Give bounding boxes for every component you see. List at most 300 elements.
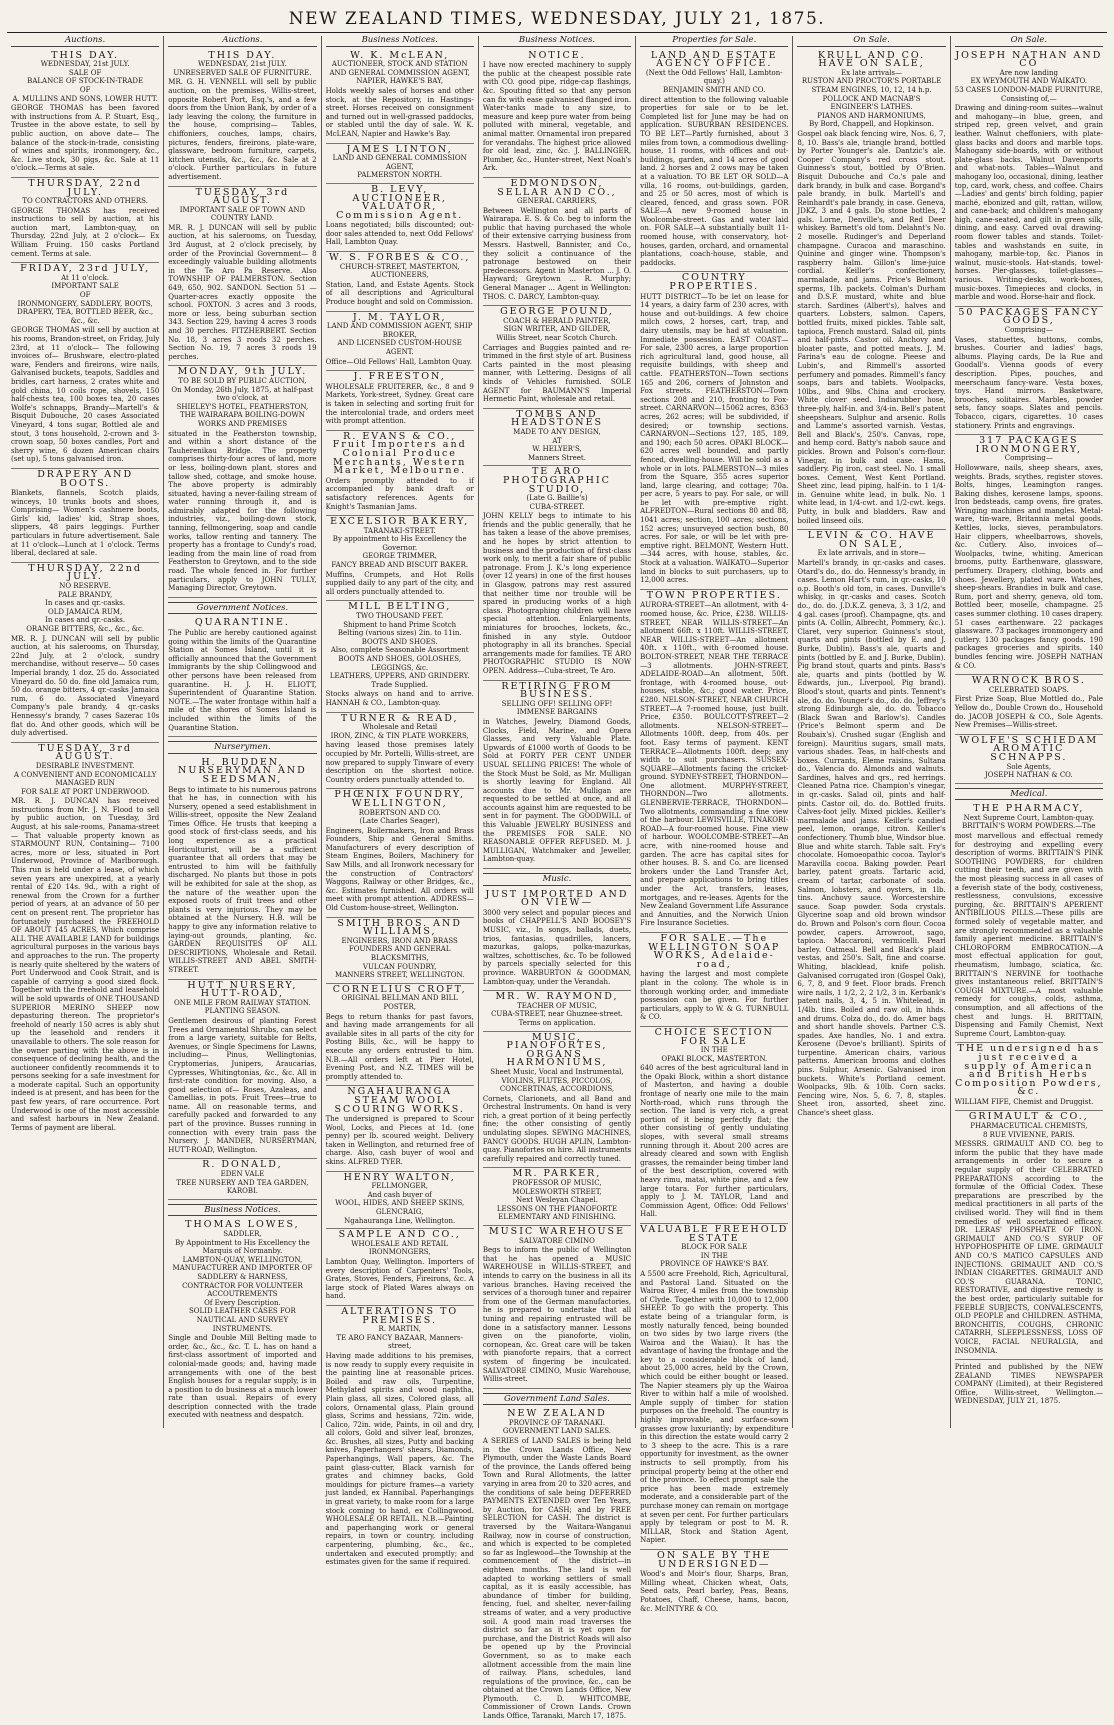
advertisement [955, 803, 1103, 1043]
ad-line: Comprising— [1004, 454, 1053, 463]
advertisement [483, 1408, 631, 1724]
advertisement [955, 1043, 1103, 1111]
advertisement [11, 263, 159, 469]
ad-line: PIANOS AND HARMONIUMS, [817, 111, 926, 120]
ad-heading: MONDAY, 9th JULY. [177, 366, 308, 378]
ad-line: A. MULLINS AND SONS, LOWER HUTT. [12, 94, 158, 103]
ad-line: In cases and qr.-casks. [45, 599, 126, 608]
ad-line: At 11 o'clock. [61, 273, 110, 282]
ad-line: GOVERNMENT LAND SALES. [502, 1427, 612, 1436]
advertisement [483, 889, 631, 992]
ad-line: SALVATORE CIMINO [519, 1236, 595, 1245]
ad-heading: RETIRING FROM BUSINESS. [501, 680, 613, 701]
ad-line: Ex late arrivals— [841, 68, 903, 77]
advertisement [483, 1168, 631, 1226]
ad-body: GEORGE THOMAS has received instructions to sell by auction, at his auction mart, Lambton-quay, on Thursday, 22nd July, at 2 o'clock— Ex William Fruing. 150 casks Portland cement. Terms at sale. [11, 206, 160, 258]
ad-heading: H. BUDDEN, NURSERYMAN AND SEEDSMAN, [178, 756, 307, 785]
advertisement [168, 980, 316, 1160]
ad-heading: TUESDAY, 3rd AUGUST. [38, 742, 132, 763]
ad-body: Begs to return thanks for past favors, and having made arrangements for all available sites in all parts of the city for Posting Bills, &c., will be happy to execute any orders entrusted to him. N.B.—All orders left at Pier Hotel, Evening Post, and N.Z. TIMES will be promptly attended to. [325, 1012, 474, 1081]
ad-line: OF [79, 85, 91, 94]
ad-heading: EDMONDSON, SELLAR AND CO., [497, 177, 617, 198]
ad-line: FOR SALE AT PORT UNDERWOOD. [21, 787, 150, 796]
ad-heading: NOTICE. [528, 49, 586, 61]
ad-body: WILLIAM FIFE, Chemist and Druggist. [954, 1097, 1094, 1106]
ad-line: CELEBRATED SOAPS. [988, 685, 1069, 694]
section-heading: Business Notices. [168, 1204, 316, 1217]
ad-body: MR. R. J. DUNCAN will sell by public auction, at his salerooms, on Thursday, 22nd July, at 2 o'clock, sundry merchandise, without reserve— 50 cases Imperial brandy, 1 doz. 25 do. Associated Vineyard do. 50 do. fine old Jamaica rum, 50 do. orange bitters, 4 qr.-casks Jamaica rum, 6 do. Associated Vineyard Company's pale brandy, 4 qr.-casks Hennessy's brandy, 7 cases Sazerac 10s flat do. And other goods, which will be duly advertised. [11, 634, 160, 738]
ad-heading: MUSIC WAREHOUSE [488, 1226, 625, 1237]
ad-line: STEAM ENGINES, 10, 12, 14 h.p. [811, 85, 932, 94]
ad-heading: LEVIN & CO. HAVE ON SALE, [807, 530, 936, 550]
ad-line: CHURCH-STREET, MASTERTON, [339, 262, 460, 271]
ad-heading: THIS DAY. [51, 49, 120, 61]
ad-heading: ALTERATIONS TO PREMISES. [341, 1305, 459, 1326]
ad-heading: W. K. McLEAN, [350, 49, 450, 61]
advertisement [168, 187, 316, 367]
ad-line: EDEN VALE [220, 1170, 265, 1179]
ad-body: GEORGE THOMAS has been favored with instructions from A. P. Stuart, Esq., Trustee in the above estate, to sell by public auction, on above date— The balance of the stock-in-trade, consisting of wines and spirits, ironmongery, &c., &c. Live stock, 30 pigs, &c. Sale at 11 o'clock.—Terms at sale. [11, 104, 160, 173]
ad-body: MESSRS. GRIMAULT AND CO. beg to inform the public that they have made arrangements in order to secure a regular supply of their CELEBRATED PREPARATIONS according to the formulæ of the Official Codex. These preparations are prescribed by the medical practitioners in all parts of the civilised world. They will find in them remedies of well ascertained efficacy. DR. LERAS' PHOSPHATE OF IRON. GRIMAULT AND CO.'S SYRUP OF HYPOPHOSPHITE OF LIME. GRIMAULT AND CO.'S MATICO CAPSULES AND INJECTIONS. GRIMAULT AND CO.'S INDIAN CIGARETTES. GRIMAULT AND CO.'S GUARANA. TONIC, RESTORATIVE, and digestive remedy is the best order, particularly suitable for FEEBLE SUBJECTS, CONVALESCENTS, OLD PEOPLE and CHILDREN. ASTHMA, BRONCHITIS, COUGHS, CHRONIC CATARRH, SLEEPLESSNESS, LOSS OF VOICE, FACIAL NEURALGIA, and INSOMNIA. [954, 1140, 1103, 1355]
ad-body: Wood's and Moir's flour, Sharps, Bran, Milling wheat, Chicken wheat, Oats, Seed oats, Pearl barley, Peas, Beans, Potatoes, Chaff, Cheese, hams, bacon, &c. McINTYRE & CO. [640, 1570, 789, 1613]
ad-heading: R. DONALD, [202, 1159, 283, 1171]
ad-heading: KRULL AND CO. HAVE ON SALE, [817, 49, 926, 70]
ad-line: Wholesale and Retail [362, 723, 438, 732]
ad-line: BOOTS AND SHOES. [361, 637, 438, 646]
ad-body: HUTT DISTRICT—To be let on lease for 14 years, a dairy farm of 230 acres, with house and out-buildings. A few choice milch cows, 2 horses, cart, trap, and dairy utensils, may be had at valuation. Immediate possession. EAST COAST—For sale, 2300 acres, a large proportion rich agricultural land, good house, all requisite buildings, with sheep and cattle. FEATHERSTON—Town sections 165 and 206, corners of Johnston and Fox streets. FEATHERSTON—Town sections 208 and 210, fronting to Fox-street. CARNARVON—15062 acres, 8363 acres, 262 acres; will be subdivided, if desired; or township sections. CARNARVON—Sections 127, 185, 189, and 190; each 50 acres. OPAKI BLOCK—620 acres well bounded, and partly fenced, dwelling-house. Will be sold as a whole or in lots. PALMERSTON—3 miles from the Square, 355 acres superior land, large clearing, and cottage; 70a. per acre, 5 years to pay. For sale, or will be let with pre-emptive right. ALFREDTON—Rural sections 80 and 88, 1041 acres; section, 100 acres; sections, 152 acres; unsurveyed section bush, 80 acres. For sale, or will be let with pre-emptive right. BELMONT, Western Hutt.—344 acres, with house, stables, &c. Stock at a valuation. WAIKATO—Superior land in blocks to suit purchasers, up to 12,000 acres. [640, 292, 789, 585]
ad-heading: CHOICE SECTION FOR SALE [654, 1026, 774, 1047]
advertisement [955, 1360, 1103, 1410]
ad-body: Stocks always on hand and to arrive. HANNAH & CO., Lambton-quay. [325, 690, 474, 707]
ad-line: IRON, ZINC, & TIN PLATE WORKERS, [330, 731, 469, 740]
section-heading: Auctions. [11, 36, 159, 47]
advertisement [640, 50, 788, 273]
ad-line: CUBA-STREET, near Ghuznee-street. [491, 1010, 623, 1019]
ad-line: VIOLINS, FLUTES, PICCOLOS, CONCERTINAS, ACCORDIONS, [499, 1076, 615, 1094]
ad-line: W. HELYER'S, [532, 445, 582, 454]
ad-line: Sheet Music, Vocal and Instrumental, [490, 1067, 624, 1076]
ad-line: ENGINEER'S LATHES. [830, 103, 913, 112]
ad-line: EX WEYMOUTH AND WAIKATO. [970, 77, 1088, 86]
ad-body: Begs to inform the public of Wellington that he has opened a MUSIC WAREHOUSE in WILLIS-STREET, and intends to carry on the business in all its various branches. Having received the services of a thorough tuner and repairer from one of the German manufactories, he is prepared to undertake that all tuning and repairing entrusted will be done in a satisfactory manner. Lessons given on the pianoforte, violin, cornopean, &c. Great care will be taken with pianoforte repairs, that a correct system of fingering be inculcated. SALVATORE CIMINO, Music Warehouse, Willis-street. [482, 1246, 632, 1384]
ad-heading: J. FREESTON, [353, 371, 446, 383]
advertisement [955, 50, 1103, 307]
advertisement [326, 516, 474, 601]
section-heading: On Sale. [797, 36, 945, 47]
ad-line: Also, complete Seasonable Assortment [330, 646, 469, 655]
section-heading: Business Notices. [483, 36, 631, 47]
ad-line: Sole Agents, [1006, 762, 1052, 771]
ad-heading: 317 PACKAGES IRONMONGERY, [975, 435, 1082, 455]
ad-heading: WARNOCK BROS. [971, 675, 1086, 687]
ad-heading: TOWN PROPERTIES. [646, 589, 782, 601]
ad-line: PROVINCE OF HAWKE'S BAY. [660, 1260, 769, 1269]
ad-heading: HUTT NURSERY, HUTT-ROAD, [187, 979, 298, 1000]
advertisement [483, 178, 631, 306]
ad-line: Ex late arrivals, and in store— [817, 549, 926, 558]
ad-line: JOSEPH NATHAN & CO. [984, 771, 1073, 780]
ad-body: Lambton Quay, Wellington. Importers of every description of Carpenters' Tools, Grates, Stoves, Fenders, Fireirons, &c. A large stock of Plated Wares always on hand. [325, 1258, 474, 1301]
ad-heading: SAMPLE AND CO., [338, 1229, 461, 1241]
ad-line: MANUFACTURER AND IMPORTER OF SADDLERY & HARNESS, [172, 1264, 313, 1281]
advertisement [326, 601, 474, 712]
ad-line: MANNERS STREET, WELLINGTON. [335, 971, 465, 980]
section-heading: Medical. [955, 788, 1103, 801]
ad-line: TREE NURSERY AND TEA GARDEN, KAROBI. [176, 1178, 309, 1196]
section-heading: Business Notices. [326, 36, 474, 47]
ad-line: RUSTON AND PROCTOR'S PORTABLE [801, 77, 942, 86]
advertisement [955, 735, 1103, 784]
ad-line: BENJAMIN SMITH AND CO. [663, 85, 766, 94]
ad-body: Martell's brandy, in qr.-casks and cases. Otard's do., do. do. Hennessy's brandy, in cases. Lemon Hart's rum, in qr.-casks, 10 o.p. Booth's old tom, in cases. Dunville's whisky, in qr.-casks and cases. Scotch do., do. do. J.D.K.Z. geneva, 3, 3 1/2, and 4 gal. cases (proof). Champagne, qts. and pints (A. Collin, Albrecht, Pommery, &c.). Claret, very superior. Guinness's stout, quarts and pints (bottled by E. and J. Burke, Dublin). Bass's ale, quarts and pints (bottled by E. and J. Burke, Dublin). Pig brand stout, quarts and pints. Bass's ale, quarts and pints (bottled by W. Edwards, jun., Liverpool, Pig brand). Blood's stout, quarts and pints. Tennent's ale, do. do. Younger's do., do. do. Jeffrey's strong Edinburgh ale, do. do. Tobacco (Black Swan and Barlow's). Candles (Price's Belmont sperm and De Roubaix's). Crushed sugar (English and foreign). Mauritius sugars, small mats, various shades. Teas, in half-chests and boxes. Currants, Eleme raisins, Sultana do., Valencia do. Almonds and walnuts. Sardines, halves and qrs., red herrings. Cleaned Patna rice. Champion's vinegar, in qr.-casks. Salad oil, pints and half-pints. Castor oil, do. do. Bottled fruits. Calves-foot jelly. Mixed pickles. Keiller's marmalade and jams. Keiller's candied peel, lemon, orange, citron. Keiller's confectionery. Thumb blue, Windsor blue. Blue and white starch. Table salt. Fry's chocolate. Homoeopathic cocoa. Taylor's Maravilla cocoa. Baking powder. Pearl barley, patent groats. Tartaric acid, cream of tartar, carbonate of soda. Salmon, lobsters, and oysters, in 1lb. tins. Anchovy sauce. Worcestershire sauce. Soap powder. Soda crystals. Glycerine soap and old brown windsor do. Brown and Polson's corn flour. Cocoa powder, capers. Arrowroot, sago, tapioca. Maccaroni, vermicelli. Pearl barley. Oatmeal. Bell and Black's plaid vestas, and 250's. Salt, fine and coarse. Whiting, blacklead, knife polish. Galvanised corrugated iron (Gospel Oak), 6, 7, 8, and 9 feet. Floor brads. French wire nails, 1 1/2, 2, 2 1/2, 3 in. Kerbank's patent nails, 3, 4, 5 in. Whitelead, in 1/4lb. tins. Boiled and raw oil, in hhds. and drums. Colza do., do. do. Amer bags and short handle shovels. Partner C.S. spades. Axe handles, No. 1 and extra. Kerosene (Devoe's brilliant). Spirits of turpentine. American chairs, various patterns. American brooms and clothes pins. Sulphur, Arsenic. Galvanised iron buckets. White's Portland cement. Woolpacks, 9lb. & 10lb. Corn sacks. Fencing wire, Nos. 5, 6, 7, 8, staples. Sheet iron, assorted, sheet zinc. Chance's sheet glass. [797, 559, 946, 1118]
ad-line: Of Every Description. [204, 1298, 281, 1307]
advertisement [483, 1032, 631, 1169]
ad-line: POLLOCK AND MACNAB'S [822, 94, 921, 103]
ad-heading: JUST IMPORTED AND ON VIEW— [485, 888, 629, 909]
advertisement [797, 530, 945, 1121]
ad-body: situated in the Featherston township, and within a short distance of the Tauherenikau Bridge. The property comprises thirty-four acres of land, more or less, boiling-down plant, stores and tallow shed, cottage, and smoke house. The above property is admirably situated, having a never-failing stream of water running through it, and is admirably adapted for the following industries, viz., boiling-down stock, tanning, fellmongering, soap and candle works, tallow renting and tannery. The property has a frontage to Cundy's road, leading from the main line of road from Featherston to Greytown, and to the side road. The whole fenced in. For further particulars, apply to JOHN TULLY, Managing Director, Greytown. [168, 429, 317, 593]
ad-line: Are now landing [999, 68, 1058, 77]
advertisement [326, 312, 474, 372]
ad-heading: FOR SALE.—The WELLINGTON SOAP WORKS, Adelaide-road, [648, 932, 781, 970]
section-heading: On Sale. [955, 36, 1103, 47]
ad-body: Station, Land, and Estate Agents. Stock of all descriptions and Agricultural Produce bought and sold on Commission. [325, 280, 474, 307]
ad-body: Loans negotiated; bills discounted; out-door sales attended to, next Odd Fellows' Hall, Lambton Quay. [325, 221, 474, 247]
ad-line: SOLID LEATHER CASES FOR NAUTICAL AND SURVEY INSTRUMENTS. [189, 1307, 296, 1333]
ad-body: AURORA-STREET—An allotment, with 4-roomed house, &c. Price, £238. WILLIS-STREET, NEAR WILLIS-STREET—An allotment 66ft. x 110ft. WILLIS-STREET, NEAR WILLIS-STREET—An allotment 40ft. x 110ft., with 6-roomed house. BOLTON-STREET, NEAR THE TERRACE—3 allotments. JOHN-STREET, ADELAIDE-ROAD—An allotment, 50ft. frontage, with 4-roomed house, out-houses, stable, &c.; good water. Price, £280. NELSON-STREET, NEAR CHURCH STREET—A 7-roomed house, just built. Price, £350. BOULCOTT-STREET—2 allotments. NELSON-STREET—Allotments 100ft. deep, from 40s. per foot. Easy terms of payment. KENT TERRACE—Allotments 100ft. deep; any width to suit purchasers. SUSSEX-SQUARE—Allotments facing the cricket-ground. SYDNEY-STREET, THORNDON—One allotment. MURPHY-STREET, THORNDON—Two allotments. GLENBERVIE-TERRACE, THORNDON—Two allotments, commanding a fine view of the harbour. LEWISVILLE, TINAKORI-ROAD—A four-roomed house. Fine view of harbour. WOOLCOMBE-STREET—An acre, with nine-roomed house and garden. The acre has capital sites for other houses. B. S. and Co. are licensed brokers under the Land Transfer Act, and prepare applications to bring titles under the Act, transfers, leases, mortgages, and re-leases. Agents for the New Zealand Government Life Assurance and Annuities, and the Norwich Union Fire Insurance Societies. [640, 601, 789, 928]
advertisement [11, 563, 159, 743]
ad-body: Blankets, flannels, Scotch plaids, winceys, 10 trunks boots and shoes, Comprising— Women's cashmere boots, Girls' kid, ladies' kid, Strap shoes, slippers, 48 pairs leggings. Further particulars in future advertisement. Sale at 11 o'clock—Lunch at 1 o'clock. Terms liberal, declared at sale. [11, 489, 160, 558]
ad-line: PROFESSOR OF MUSIC, [512, 1179, 602, 1188]
advertisement [797, 50, 945, 531]
ad-body: Drawing and dining-room suites—walnut and mahogany—in blue, green, and striped rep, green velvet, and grain leather. Walnut cheffoniers, with plate-glass backs and doors and marble tops. Mahogany side-boards, with or without plate-glass backs. Walnut Davenports and what-nots. Tables—Walnut and mahogany loo, occasional, dining, leather top, card, work, chess, and coffee. Chairs—Ladies' and gents' birch folding, papier maché, ebonized and gilt, rattan, willow, and cane-back; and children's mahogany high, cane-seated, and gilt in green silk, dining, and easy. Carved oval drawing-room flower tables and stands. Toilet-tables and washstands en suite, in mahogany, marble-top, &c. Pianos in walnut, music-stools. Hat-stands, towel-horses. Pier-glasses, toilet-glasses—various. Writing-desks, work-boxes, music-boxes. Timepieces and clocks, in marble and wood. Horse-hair and flock. [954, 104, 1103, 302]
advertisement [11, 178, 159, 263]
advertisement [483, 409, 631, 467]
newspaper-page [7, 7, 1107, 1721]
advertisement [955, 675, 1103, 735]
ad-body: most marvellous and effectual remedy for destroying and expelling every description of worms. BRITTAIN'S PINK SOOTHING POWDERS, for children cutting their teeth, and are given with the most pleasing success in all cases of a feverish state of the body, costiveness, restlessness, convulsions, excessive purging, &c. BRITTAIN'S APERIENT ANTIBILIOUS PILLS.—These pills are formed solely of vegetable matter, and are strongly recommended as a valuable family aperient medicine. BRITTAIN'S CHLOROFORM EMBROCATION.—A most effectual application for gout, rheumatism, lumbago, sciatica, &c. BRITTAIN'S NERVINE for toothache gives instantaneous relief. BRITTAIN'S COUGH MIXTURE.—A most valuable remedy for coughs, colds, asthma, consumption, and all affections of the chest and lungs. H. BRITTAIN, Dispensing and Family Chemist, Next Supreme Court, Lambton-quay. [954, 832, 1103, 1038]
ad-heading: NEW ZEALAND [507, 1408, 607, 1420]
ad-body: GEORGE THOMAS will sell by auction at his rooms, Brandon-street, on Friday, July 23rd, at 11 o'clock— The following invoices of— Brushware, electro-plated ware, Fenders and fireirons, wire nails, Galvanised buckets, teapots, Saddles and bridles, cart harness, 2 crates white and gold china, 10 coils rope, shovels, 150 half-chests tea, 100 boxes tea, 20 cases Wolfe's schnapps, Brandy—Martell's & Bisquit Dubouche, 20 cases Associated Vineyard, 4 tons sugar, Bottled ale and stout, 3 tons household, 2-crown and 3-crown soap, 50 boxes candles, Port and sherry wine, 6 dozen American chairs (set up), 5 tons galvanised iron. [11, 326, 160, 464]
advertisement [168, 617, 316, 737]
ad-body: Orders promptly attended to if accompanied by bank draft or satisfactory references. Agents for Knight's Tasmanian Jams. [325, 476, 474, 511]
ad-heading: 50 PACKAGES FANCY GOODS, [958, 306, 1100, 327]
ad-heading: CORNELIUS CROFT, [332, 983, 467, 995]
ad-line: WOOL, HIDES, AND SHEEP SKINS, [335, 1199, 465, 1208]
ad-line: Belting (various sizes) 2in. to 11in. [337, 629, 462, 638]
ad-heading: B. LEVY, AUCTIONEER, VALUATOR, Commission Agent. [336, 183, 464, 221]
column [479, 35, 636, 1721]
advertisement [326, 184, 474, 252]
ad-line: OLD JAMAICA RUM, [48, 607, 123, 616]
ad-body: The undersigned is prepared to Scour Wool, Locks, and Pieces at 1d. (one penny) per lb. scoured weight. Delivery taken in Wellington, and returned free of charge. Also, cash buyer of wool and skins. ALFRED TYER. [325, 1115, 474, 1167]
columns-container [7, 35, 1107, 1721]
ad-line: TEACHER OF MUSIC, [517, 1001, 597, 1010]
advertisement [326, 1306, 474, 1571]
ad-heading: MR. W. RAYMOND, [495, 991, 619, 1003]
advertisement [640, 272, 788, 589]
section-heading: Music. [483, 873, 631, 886]
ad-heading: THE PHARMACY, [973, 803, 1085, 815]
ad-heading: JOSEPH NATHAN AND CO [955, 49, 1103, 70]
ad-line: TO CONTRACTORS AND OTHERS. [22, 197, 148, 206]
ad-line: LAMBTON-QUAY, WELLINGTON, [182, 1255, 303, 1264]
column [793, 36, 950, 1428]
ad-body: A SERIES of LAND SALES is being held in the Crown Lands Office, New Plymouth, under the Waste Lands Board of the province, the Lands offered being Town and Rural Allotments, the latter varying in area from 20 to 320 acres, and the conditions of sale being DEFERRED PAYMENTS EXTENDED over Ten Years, by Auction, for CASH; and by FREE SELECTION for CASH. The district is traversed by the Waitara-Wanganui Railway, now in course of construction, and which is expected to be completed so far as Inglewood—the Township at the commencement of the district—in eighteen months. The land is well adapted to working settlers of small capital, as it is easily accessible, has abundance of timber for building, fencing, fuel, and shelter, never-failing streams of water, and a very productive soil. A good main road traverses the district so far as it is yet open for purchase, and the District Roads will also be opened up by the Provincial Government, so as to make each allotment accessible from the main line of railway. Plans, schedules, land regulations of the province, &c., can be obtained at the Crown Lands Office, New Plymouth. C. D. WHITCOMBE, Commissioner of Crown Lands. Crown Lands Office, Taranaki, March 17, 1875. [482, 1437, 632, 1721]
ad-line: Consisting of,— [1001, 94, 1057, 103]
ad-line: GENERAL CARRIERS, [516, 197, 597, 206]
ad-line: DESIRABLE INVESTMENT. [35, 761, 135, 770]
ad-heading: J. M. TAYLOR, [352, 311, 447, 323]
ad-heading: ON SALE BY THE UNDERSIGNED— [657, 1549, 772, 1570]
ad-line: NAPIER, HAWKE'S BAY, [356, 77, 444, 86]
ad-heading: FRIDAY, 23rd JULY, [20, 263, 151, 275]
section-heading: Government Land Sales. [483, 1393, 631, 1406]
ad-line: Manners Street. [528, 453, 586, 462]
advertisement [640, 1027, 788, 1224]
ad-line: OPAKI BLOCK, MASTERTON. [661, 1054, 768, 1063]
ad-line: LAND AND COMMISSION AGENT, SHIP BROKER, [326, 322, 473, 339]
ad-body: Vases, statuettes, buttons, combs, brushes. Courier and ladies' bags, albums. Playing cards, De la Rue and Goodall's. Vienna goods of every description. Pipes, pouches, and meerschaum fancy-ware. Vesta boxes, toys. Hand mirrors. Basketware, brooches, solitaires. Marbles, powder sets, fancy soaps. Slates and pencils. Tobacco, cigars, cigarettes. 10 cases stationery. Prints and engravings. [954, 335, 1103, 430]
ad-line: VULCAN FOUNDRY, [362, 962, 437, 971]
section-heading: Nurserymen. [168, 741, 316, 754]
ad-line: PHARMACEUTICAL CHEMISTS, [970, 1122, 1088, 1131]
ad-line: OF [79, 291, 91, 300]
ad-body: MR. G. H. VENNELL will sell by public auction, on the premises, Willis-street, opposite Robert Port, Esq.'s, and a few doors from the Union Bank, by order of a lady leaving the colony, the furniture in the house, comprising— Tables, chiffoniers, couches, lamps, chairs, pictures, fenders, fireirons, plate-ware, glassware, bedroom furniture, carpets, kitchen utensils, &c., &c., &c. Sale at 2 o'clock. Further particulars in future advertisement. [168, 78, 317, 181]
ad-line: IN THE [700, 1046, 728, 1055]
ad-body: direct attention to the following valuable properties for sale or to be let. Completed list for June may be had on application. SUBURBAN RESIDENCES. TO BE LET—Partly furnished, about 3 miles from town, a commodious dwelling-house, 11 rooms, with offices and out-buildings, garden, and 14 acres of good land. 2 horses and 2 cows may be taken at a valuation. TO BE LET OR SOLD—A villa, 16 rooms, out-buildings, garden, and 25 or 50 acres, most of which is cleared, fenced, and grass sown. FOR SALE—A new 9-roomed house in Woolcombe-street. Gas and water laid on. FOR SALE—A substantially built 11-roomed house, with conservatory, hot-houses, garden, orchard, and ornamental plantations, coach-house, stable, and paddocks. [640, 95, 789, 267]
ad-line: AT [552, 436, 562, 445]
ad-body: MR. R. J. DUNCAN will sell by public auction, at his salerooms, on Tuesday, 3rd August, at 2 o'clock precisely, by order of the Provincial Government— 8 exceedingly valuable building allotments in the Te Aro Pa Reserve. Also TOWNSHIP OF PALMERSTON. Section 649, 650, 902. SANDON. Section 51 — Quarter-acres exactly opposite the school. FOXTON. 3 acres and 3 roods, more or less, being suburban section 343. Section 229, having 4 acres 3 roods and 30 perches. FITZHERBERT. Section No. 18, 3 acres 3 roods 32 perches. Section No. 19, 7 acres 3 roods 19 perches. [168, 223, 317, 361]
advertisement [326, 1086, 474, 1171]
ad-line: LESSONS ON THE PIANOFORTE [496, 1204, 618, 1213]
masthead: NEW ZEALAND TIMES, WEDNESDAY, JULY 21, 1875. [7, 7, 1107, 33]
ad-body: Carriages and Buggies painted and re-trimmed in the first style of art. Business Carts painted in the most pleasing manner, with Lettering. Designs of all kinds of Vehicles furnished. SOLE AGENT for BAUMANN'S Imperial Hermetic Paint, wholesale and retail. [482, 343, 632, 404]
ad-body: A 5500 acre Freehold, Rich, Agricultural, and Pastoral Land. Situated on the Wairoa River, 4 miles from the township of Clyde. Together with 10,000 to 12,000 SHEEP. To go with the property. This estate being of a triangular form, is mostly naturally fenced, being bounded on two sides by two large rivers (the Wairoa and the Waiau). It has the advantage of having the frontage and the key to a considerable block of land, about 25,000 acres, held by the Crown, which could be either bought or leased. The Napier steamers ply up the Wairoa River to within half a mile of woolshed. Ample supply of timber for station purposes on the freehold. The country is highly improvable, and surface-sown grasses grow luxuriantly; by expenditure in this direction the estate would carry 2 to 3 sheep to the acre. This is a rare opportunity for investment, as the owner instructs to sell promptly, from his principal property being at the other end of the province. To effect prompt sale the price has been made extremely moderate, and a considerable part of the purchase money can remain on mortgage at seven per cent. For further particulars apply by telegram or post to M. R. MILLAR, Stock and Station Agent, Napier. [640, 1269, 789, 1545]
ad-line: WEDNESDAY, 21st JULY. [40, 60, 130, 69]
section-heading: Government Notices. [168, 602, 316, 615]
ad-line: GLENCRAIG, [375, 1208, 424, 1217]
ad-line: 53 CASES LONDON-MADE FURNITURE, [954, 85, 1103, 94]
advertisement [483, 466, 631, 680]
ad-body: The Public are hereby cautioned against going within the limits of the Quarantine Station at Somes Island, until it is officially announced that the Government Immigrants by the ship Collingwood and other persons have been released from quarantine. H. J. H. ELIOTT, Superintendent of Quarantine Station. NOTE.—The water frontage within half a mile of the shores of Somes Island is included within the limits of the Quarantine Station. [168, 629, 317, 732]
ad-line: SALE OF [68, 68, 102, 77]
ad-line: Shipment to hand Prime Scotch [343, 620, 457, 629]
ad-line: (Late Charles Seager), [359, 817, 440, 826]
advertisement [326, 1229, 474, 1306]
advertisement [326, 1172, 474, 1230]
ad-line: THE WAIRARAPA BOILING-DOWN WORKS AND PREMISES [179, 411, 305, 428]
ad-line: ORANGE BITTERS, &c., &c., &c. [26, 625, 145, 633]
advertisement [326, 431, 474, 516]
ad-line: Willis Street, near Scotch Church. [496, 334, 618, 342]
ad-line: GEORGE TRIMMER, [362, 552, 437, 561]
advertisement [483, 681, 631, 869]
ad-body: Gentlemen desirous of planting Forest Trees and Ornamental Shrubs, can select from a large variety, suitable for Belts, Avenues, or Single Specimens for Lawns, including— Pinus, Wellingtonias, Cryptomerias, Junipers, Araucarias, Cypresses, Whitingtonias, &c., &c. All in first-rate condition for moving. Also, a good selection of— Roses, Azaleas, and Camellias, in pots. Fruit Trees—true to name. All on reasonable terms, and carefully packed and forwarded to any part of the province. Busses running in connection with every train pass the Nursery. J. MANDER, NURSERYMAN, HUTT-ROAD, Wellington. [168, 1016, 317, 1154]
section-heading: Properties for Sale. [640, 36, 788, 47]
ad-heading: R. EVANS & CO., Fruit Importers and Colonial Produce Merchants, Western Market, Melbourne. [332, 430, 467, 477]
advertisement [483, 1226, 631, 1389]
advertisement [326, 713, 474, 790]
advertisement [326, 789, 474, 917]
advertisement [640, 590, 788, 933]
ad-line: IMPORTANT SALE OF TOWN AND COUNTRY LAND. [179, 205, 306, 223]
ad-line: 8 RUE VIVIENNE, PARIS. [982, 1130, 1075, 1139]
ad-heading: GRIMAULT & CO., [968, 1111, 1089, 1123]
advertisement [326, 371, 474, 431]
ad-line: BLOCK FOR SALE [681, 1243, 748, 1252]
ad-body: having leased those premises lately occupied by Mr. Portelli, Willis-street, are now prepared to supply Tinware of every description on the shortest notice. Country orders punctually attended to. [325, 741, 474, 784]
ad-line: ORIGINAL BELLMAN AND BILL POSTER, [341, 994, 458, 1011]
ad-heading: GEORGE POUND, [500, 306, 614, 318]
ad-heading: QUARANTINE. [194, 617, 290, 629]
ad-heading: THURSDAY, 22nd JULY. [28, 562, 143, 583]
ad-line: BALANCE OF STOCK-IN-TRADE [27, 77, 144, 86]
advertisement [483, 306, 631, 409]
ad-body: First Prize Soap, Blue Mottled do., Pale Yellow do., Double Crown do., Household do. JACOB JOSEPH & CO., Sole Agents. New Premises—Willis-street. [954, 695, 1103, 730]
advertisement [11, 469, 159, 563]
advertisement [955, 435, 1103, 675]
ad-line: By Bord, Chappell, and Hopkinson. [809, 120, 934, 129]
advertisement [326, 144, 474, 184]
ad-line: R. MARTIN, [378, 1325, 421, 1334]
column [7, 36, 164, 1428]
advertisement [483, 991, 631, 1031]
ad-line: A CONVENIENT AND ECONOMICALLY MANAGED RUN [13, 770, 157, 788]
ad-heading: TE ARO PHOTOGRAPHIC STUDIO, [503, 466, 611, 495]
ad-line: TWO THOUSAND FEET. [356, 612, 444, 621]
ad-heading: COUNTRY PROPERTIES. [669, 272, 760, 293]
ad-line: And cash buyer of [367, 1190, 432, 1199]
ad-body: Printed and published by the NEW ZEALAND TIMES NEWSPAPER COMPANY (Limited), at their Registered Office, Willis-street, Wellington.—WEDNESDAY, JULY 21, 1875. [954, 1363, 1103, 1406]
ad-line: SHIELEY'S HOTEL, FEATHERSTON, [176, 402, 309, 411]
advertisement [168, 50, 316, 187]
ad-line: AUCTIONEERS, [370, 271, 429, 280]
ad-heading: MILL BELTING, [348, 601, 452, 613]
ad-body: WHOLESALE FRUITERER, &c., 8 and 9 Markets, York-street, Sydney. Great care is taken in selecting and sorting fruit for the intercolonial trade, and orders meet with prompt attention. [325, 382, 474, 426]
ad-line: COACH & HERALD PAINTER, [503, 316, 611, 325]
ad-heading: JAMES LINTON, [346, 143, 453, 155]
ad-heading: TOMBS AND HEADSTONES [510, 408, 604, 429]
ad-heading: TURNER & READ, [340, 712, 459, 724]
ad-line: PLANTING SEASON. [204, 1007, 281, 1016]
ad-line: NO RESERVE. [59, 582, 112, 591]
ad-line: (Late G. Baillie's) [526, 494, 588, 503]
ad-line: Ngahauranga Line, Wellington. [344, 1216, 456, 1225]
advertisement [640, 1224, 788, 1550]
ad-line: BRITTAIN'S WORM POWDERS.—The [962, 822, 1096, 831]
ad-line: IN THE [700, 1251, 728, 1260]
ad-line: TE ARO FANCY BAZAAR, Manners-street, [336, 1333, 464, 1351]
advertisement [168, 757, 316, 980]
ad-line: TO BE SOLD BY PUBLIC AUCTION, [178, 376, 307, 385]
section-heading: Auctions. [168, 36, 316, 47]
ad-line: SELLING OFF! SELLING OFF! [501, 699, 613, 708]
advertisement [168, 1159, 316, 1199]
ad-line: PROVINCE OF TARANAKI. [508, 1418, 606, 1427]
ad-heading: W. S. FORBES & CO., [329, 252, 471, 264]
ad-body: Single and Double Mill Belting made to order, &c., &c., &c. T. L. has on hand a first-class assortment of imported and colonial-made goods; and, having made arrangements with one of the best English houses for a regular supply, is in a position to do business at a much lower rate than usual. Repairs of every description connected with the trade executed with neatness and despatch. [168, 1334, 317, 1420]
ad-body: Between Wellington and all parts of Wairarapa. E. S. & Co. beg to inform the public that having purchased the whole of their extensive carrying business from Messrs. Hastwell, Bannister, and Co., they solicit a continuance of the patronage bestowed on their predecessors. Agent in Masterton ... J. O. Hayward; Greytown ... R. Murphy; General Manager ... Agent in Wellington: THOS. C. DARCY, Lambton-quay. [482, 206, 632, 301]
advertisement [955, 307, 1103, 435]
ad-line: MOLESWORTH STREET, [512, 1187, 602, 1196]
ad-line: IMMENSE BARGAINS [516, 708, 598, 717]
ad-line: FANCY BREAD AND BISCUIT BAKER. [331, 561, 469, 570]
advertisement [326, 252, 474, 312]
ad-line: By Appointment to His Excellency the Marquis of Normanby. [175, 1238, 310, 1256]
advertisement [955, 1111, 1103, 1360]
ad-heading: HENRY WALTON, [343, 1171, 456, 1183]
ad-line: IRONMONGERY, SADDLERY, BOOTS, DRAPERY, TEA, BOTTLED BEER, &c., &c., &c. [17, 299, 154, 325]
column [322, 35, 479, 1567]
ad-line: Terms on application. [518, 1018, 596, 1027]
ad-heading: VALUABLE FREEHOLD ESTATE [640, 1223, 789, 1244]
advertisement [168, 1219, 316, 1424]
ad-heading: PHŒNIX FOUNDRY, WELLINGTON, [334, 789, 465, 809]
advertisement [11, 50, 159, 178]
ad-line: ELEMENTARY AND FINISHING. [498, 1213, 616, 1222]
advertisement [640, 1550, 788, 1617]
ad-heading: DRAPERY AND BOOTS. [37, 468, 134, 489]
ad-body: I have now erected machinery to supply the public at the cheapest possible rate with CO. good pipe, ridge-cap flashings, &c. Spouting fitted so that any person can fix with ease galvanised flanged iron. Water-tanks made to any size, to measure and keep pure water from being polluted with mineral, vegetable, and animal matter. Ornamental iron prepared for verandahs. The highest price allowed for old lead, zinc, &c. J. BALLINGER, Plumber, &c., Hunter-street, Next Noah's Ark. [482, 61, 632, 173]
ad-heading: MUSIC, PIANOFORTES, ORGANS, HARMONIUMS, [506, 1031, 608, 1069]
ad-line: (Next the Odd Fellows' Hall, Lambton-quay.) [645, 68, 783, 86]
ad-line: In cases and qr.-casks. [45, 616, 126, 625]
ad-body: Hollowware, nails, sheep shears, axes, weights. Brads, scythes, register stoves. Bolts, hinges, Leamington ranges. Baking dishes, kerosene lamps, spoons. Iron bedsteads, camp ovens, fire grates. Wringing machines and mangles. Metal-ware, tin-ware, Britannia metal goods. Kettles, locks, sieves, perambulators. Hair clippers, wheelbarrows, shovels, &c. Cutlery. Also, invoices of— Woolpacks, twine, whiting. American brooms, putty. Earthenware, glassware, perfumery. Drapery, clothing, boots and shoes. Jewellery, plated ware. Watches, sheep-shears. Brandies in bulk and case. Rum, port and sherry, geneva, old tom. Bottled beer, moselle, champagne. 25 cases summer clothing. 10 cases drapery. 51 cases earthenware. 22 packages glassware. 73 packages ironmongery and cutlery. 130 packages fancy goods. 190 packages groceries and spirits. 140 bundles fencing wire. JOSEPH NATHAN & CO. [954, 463, 1103, 670]
ad-body: MR. R. J. DUNCAN has received instructions from Mr. J. N. Flood to sell by public auction, on Tuesday, 3rd August, at his sale-rooms, Panama-street— That valuable property known as STARMOUNT RUN, Containing— 7100 acres, more or less, situated in Port Underwood, Province of Marlborough. This run is held under a lease, of which seven years are unexpired, at a yearly rental of £20 14s. 9d., with a right of renewal from the Crown for a further period of years, at an advance of 50 per cent on present rent. The proprietor has fortunately purchased the FREEHOLD OF ABOUT 145 ACRES, Which comprise ALL THE AVAILABLE LAND for buildings agricultural purposes in the various bays and approaches to the run. The property is nearly quite sheltered by the waters of Port Underwood and Cook Strait, and is capable of carrying a good sized flock. Together with the freehold and leasehold will be sold upwards of ONE THOUSAND SUPERIOR MERINO SHEEP now depasturing thereon. The proprietor's freehold of nearly 150 acres is ably shut up the leasehold and renders it unavailable to others. The sole reason for the owner parting with the above is in consequence of declining health, and the auctioneer confidently recommends it to persons seeking for a safe investment for a moderate capital. Such an opportunity indeed is at present, and has been for the past few years, of rare occurrence. Port Underwood is one of the most accessible and safest harbours in New Zealand. Terms of payment are liberal. [11, 797, 160, 1132]
ad-body: having the largest and most complete plant in the colony. The whole is in thorough working order, and immediate possession can be given. For further particulars, apply to W. & G. TURNBULL & CO. [640, 970, 789, 1022]
ad-line: CONTRACTOR FOR VOLUNTEER ACCOUTREMENTS [182, 1281, 303, 1299]
ad-body: Office—Old Fellows' Hall, Lambton Quay. [325, 357, 472, 366]
ad-line: ROBERTSON AND CO. [358, 808, 441, 817]
ad-body: Gospel oak black fencing wire, Nos. 6, 7, 8, 10. Bass's ale, triangle brand, bottled by Porter Younger's ale. Dantzic's ale. Cooper Company's red cross stout. Guinness's stout, bottled by O'Brien. Bisquit Dubouche and Co.'s pale and dark brandy, in bulk and case. Borgand's pale brandy, in bulk. Martell's and Reinhardt's pale brandy, in case. Geneva, JDKZ, 3 and 4 gals. Do stone bottles, 2 gals. Lorne, Denville's, and Red Deer whiskey. Barnett's old tom. Delahnt's No. 2 moselle. Rudinger's and Deperland champagne. Curacoa and maraschino. Quinine and ginger wine. Thompson's raspberry balm. Gillon's lime-juice cordial. Keiller's confectionery, marmalade, and jams. Price's Belmont sperms, 1lb. packets. Colman's Durham and D.S.F. mustard, white and blue starch. Sardines (Albert's), halves and quarters. Lobsters, salmon. Capers, bottled fruits, mixed pickles. Table salt, tapioca, French mustard. Salad oil, pints and half-pints. Castor oil. Anchovy and bloater paste, and potted meats. J. M. Farina's eau de cologne. Pieese and Lubin's, and Rimmell's assorted perfumery and pomades. Rimmell's fancy soaps, bars and tablets. Woolpacks, 10lbs., and 9lbs. China and crockery. White clover seed. Indiarubber hose, three-ply, half-in. and 3/4-in. Bell's patent sheepshears. Sulphur and arsenic. Rolls and Lamme's assorted varnish. Vestas, Bell and Black's, 250's. Canvas, rope, and hemp cord. Batty's nabob sauce and pickles. Brown and Polson's corn-flour. Vinegar, in bulk and case. Hams, saddlery. Pig iron, cast steel. No. 1 small boxes. Cement, West Kent Portland. Sheet zinc, lead piping, half-in. to 1 1/4-in. Genuine white lead, in bulk. No. 1 white lead, in 1/4-cwt. and 1/2-cwt. kegs. Putty, in bulk and bladders. Raw and boiled linseed oils. [797, 129, 946, 525]
ad-line: Next Wesleyan Chapel. [515, 1196, 598, 1205]
ad-body: Having made additions to his premises, is now ready to supply every requisite in the painting line at reasonable prices. Boiled and raw oils, Turpentine, Methylated spirits and wood naphtha, Plain glass, all sizes, Colored glass, all colors, Ornamental glass, Plain ground glass, Scrims and hessians, 72in. wide, Calico, 72in. wide, Paints, in oil and dry, all colors, Gold and silver leaf, bronzes, &c. Brushes, all sizes, Putty and backing knives, Paperhangers' shears, Diamonds, Paperhangings, Wall papers, &c. The paint glass-cutter, Black varnish for grates and chimney backs, Gold mouldings for picture frames—a variety just landed, ex Hannibal. Paperhangings in great variety, to make room for a large stock coming to hand, ex Collingwood. WHOLESALE OR RETAIL. N.B.—Painting and paperhanging work or general repairs, in town or country, including carpentering, plumbing, &c., &c., undertaken and executed promptly; and estimates given for the same if required. [325, 1351, 474, 1567]
ad-heading: TUESDAY, 3rd AUGUST. [195, 186, 290, 207]
ad-line: TARANAKI-STREET. [363, 526, 436, 535]
ad-heading: THE undersigned has just received a supply of American and British Herbs Composition Powders, &c. [955, 1043, 1103, 1098]
ad-line: On Monday, 26th July, 1875, at half-past two o'clock, at [171, 385, 314, 403]
ad-body: 3000 very select and popular pieces and books of CHAPPELL'S AND BOOSEY'S MUSIC, viz., In songs, ballads, duets, trios, fantasias, quadrilles, lancers, mazurkas, galops, polka-mazurkas, waltzes, schottisches, &c. To be followed by parcels specially selected for this province. WARBURTON & GOODMAN, Lambton-quay, under the Verandah. [482, 908, 632, 986]
advertisement [168, 366, 316, 597]
ad-line: Comprising— [1004, 326, 1053, 334]
ad-line: BOOTS AND SHOES, GOLOSHES, LEGGINGS, &c. [338, 655, 462, 672]
advertisement [326, 984, 474, 1087]
column [164, 36, 321, 1428]
ad-heading: THIS DAY. [208, 49, 277, 61]
ad-line: UNRESERVED SALE OF FURNITURE. [173, 68, 312, 77]
ad-body: Cornets, Clarionets, and all Band and Orchestral Instruments. On hand is very rich, a great portion of it being perfectly fine; the other consisting of gently undulating slopes. SEWING MACHINES, FANCY GOODS. HUGH APLIN, Lambton-quay. Pianofortes on hire. All instruments carefully repaired and correctly tuned. [482, 1094, 632, 1163]
ad-heading: THOMAS LOWES, [185, 1219, 300, 1231]
ad-body: JOHN KELLY begs to intimate to his friends and the public generally, that he has taken a lease of the above premises, and he hopes by strict attention to business and the production of first-class work only, to merit a fair share of public patronage. From J. K.'s long experience (over 12 years) in one of the first houses in Glasgow, patrons may rest assured that neither time nor trouble will be spared in producing works of a high class. Photographing children will have special attention. Enlargements, miniatures for brooches, lockets, &c., finished in any style. Outdoor photography in all its branches. Special arrangements made for families. TE ARO PHOTOGRAPHIC STUDIO IS NOW OPEN. Address—Cuba-street, Te Aro. [482, 512, 632, 675]
ad-line: ENGINEERS, IRON AND BRASS FOUNDERS AND GENERAL BLACKSMITHS, [341, 936, 458, 962]
ad-heading: THURSDAY, 22nd JULY. [28, 177, 143, 198]
ad-line: AND LICENSED CUSTOM-HOUSE AGENT. [337, 339, 462, 356]
column [636, 35, 793, 1613]
ad-line: CUBA-STREET. [529, 502, 585, 511]
ad-body: Begs to intimate to his numerous patrons that he has, in connection with his Nursery, opened a seed establishment in Willis-street, opposite the New Zealand Times Office. He trusts that keeping a good stock of first-class seeds, and his long experience as a practical Horticulturist, will be a sufficient guarantee that all orders that may be entrusted to him will be faithfully discharged. No plants but those in pots will be exhibited for sale at the shop, as the nature of the weather upon the exposed roots of fruit trees and other plants is very injurious. They may be obtained at the Nursery. H.B. will be happy to give any information relative to laying-out grounds, planting, &c. GARDEN REQUISITES OF ALL DESCRIPTIONS, Wholesale and Retail. WILLIS-STREET AND ABEL SMITH-STREET. [168, 785, 317, 974]
ad-line: LEATHERS, UPPERS, AND GRINDERY. Trade Supplied. [329, 672, 470, 689]
ad-heading: EXCELSIOR BAKERY, [330, 516, 470, 528]
ad-heading: NGAHAURANGA STEAM WOOL SCOURING WORKS. [334, 1086, 465, 1115]
ad-body: 640 acres of the best agricultural land in the Opaki Block, within a short distance of Masterton, and having a double frontage of nearly one mile to the main North-road, which runs through the section. The land is very rich, a great portion of it being perfectly flat; the other consisting of gently undulating slopes, with several small streams running through it. About 200 acres are already cleared and sown with English grasses, the remainder being timber land of the best description, covered with heavy rimu, matai, white pine, and a few large totara. For further particulars, apply to J. M. TAYLOR, Land and Commission Agent, Office: Odd Fellows' Hall. [640, 1064, 789, 1219]
ad-line: ONE MILE FROM RAILWAY STATION. [174, 998, 311, 1007]
ad-line: By appointment to His Excellency the Governor. [332, 535, 467, 552]
advertisement [640, 933, 788, 1027]
advertisement [326, 50, 474, 144]
ad-line: IMPORTANT SALE [51, 282, 119, 291]
ad-line: LAND AND GENERAL COMMISSION AGENT, [332, 154, 467, 171]
